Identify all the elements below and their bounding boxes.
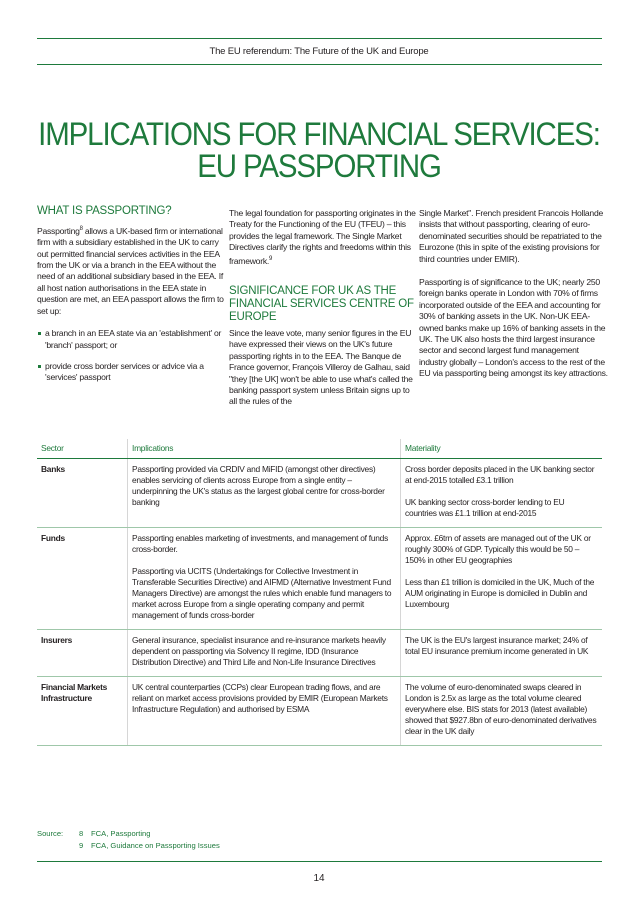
materiality-cell: [401, 459, 603, 528]
sector-cell: Insurers: [37, 630, 128, 677]
footer-rule: [37, 861, 602, 862]
source-notes: [37, 828, 220, 852]
what-is-passporting-heading: WHAT IS PASSPORTING?: [37, 205, 172, 217]
sector-cell: Banks: [37, 459, 128, 528]
materiality-cell: [401, 630, 603, 677]
table-row: [37, 528, 602, 630]
leave-vote-paragraph: Since the leave vote, many senior figures in the EU have expressed their views on the UK's future passporting rights in to the EEA. The Banque de France governor, François Villeroy de Galhau, said "they [the UK] won't be able to use what's called the banking passport system unless Britain signs up to all the rules of the: [229, 327, 413, 407]
single-market-paragraph: Single Market". French president Francois Hollande insists that without passporting, clearing of euro-denominated securities should be repatriated to the Eurozone (this in spite of the existing provisions for third countries under EMIR).: [419, 208, 604, 264]
page-number: 14: [313, 873, 325, 884]
materiality-text: Approx. £6trn of assets are managed out of the UK or roughly 300% of GDP. Typically this would be 50 – 150% in other EU geographies: [405, 533, 591, 565]
implications-text: Passporting enables marketing of investments, and management of funds cross-border.: [132, 533, 389, 554]
source-line: [37, 828, 220, 840]
header-implications: Implications: [128, 439, 401, 459]
materiality-text: The UK is the EU's largest insurance market; 24% of total EU insurance premium income generated in UK: [405, 635, 589, 656]
significance-paragraph: Passporting is of significance to the UK; nearly 250 foreign banks operate in London with 70% of firms incorporated outside of the EEA and accounting for 30% of banking assets in the UK. Non-UK EEA-owned banks make up 16% of banking assets in the UK. The UK also hosts the third largest insurance sector and second largest fund management industry globally – London's access to the rest of the EU via passporting being amongst its key attractions.: [419, 277, 608, 379]
materiality-text: The volume of euro-denominated swaps cleared in London is 2.5x as large as the total volume cleared everywhere else. BIS stats for 2013 (latest available) showed that $927.8bn of euro-denominated derivatives clear in the UK daily: [405, 682, 597, 736]
column-2: [229, 208, 419, 408]
para-rest: allows a UK-based firm or international firm with a subsidiary established in the UK to carry out permitted financial services activities in the EEA from the UK or via a branch in the EEA without the need of an additional subsidiary based in the EEA. If all host nation authorisations in the EEA state in question are met, an EEA passport allows the firm to set up:: [37, 225, 224, 316]
implications-cell: [128, 459, 401, 528]
implications-cell: [128, 630, 401, 677]
passporting-implications-table: [37, 439, 602, 746]
source-label: Source:: [37, 829, 64, 838]
materiality-text: UK banking sector cross-border lending to EU countries was £1.1 trillion at end-2015: [405, 497, 565, 518]
significance-heading: SIGNIFICANCE FOR UK AS THE FINANCIAL SERVICES CENTRE OF EUROPE: [229, 284, 414, 323]
table-row: [37, 459, 602, 528]
materiality-text: Less than £1 trillion is domiciled in the UK, Much of the AUM originating in Europe is domiciled in Dublin and Luxembourg: [405, 577, 595, 609]
para-lead: Passporting: [37, 225, 80, 236]
materiality-text: Cross border deposits placed in the UK banking sector at end-2015 totalled £3.1 trillion: [405, 464, 595, 485]
implications-text: UK central counterparties (CCPs) clear European trading flows, and are reliant on market access provisions provided by EMIR (European Markets Infrastructure Regulation) and authorised by ESMA: [132, 682, 388, 714]
page-title-line-2: EU PASSPORTING: [197, 148, 441, 184]
footnote-number: 9: [79, 841, 84, 850]
materiality-cell: [401, 677, 603, 746]
bullet-item-branch: a branch in an EEA state via an 'establishment' or 'branch' passport; or: [37, 328, 225, 351]
source-line: [37, 840, 220, 852]
footnote-ref-8: 8: [79, 226, 83, 232]
footnote-text: FCA, Guidance on Passporting Issues: [91, 841, 220, 850]
legal-foundation-text: The legal foundation for passporting originates in the Treaty for the Functioning of the EU (TFEU) – this provides the legal framework. The Single Market Directives clarify the rights and freedoms within this framework.: [229, 208, 416, 266]
table-header-row: [37, 439, 602, 459]
implications-cell: [128, 677, 401, 746]
header-sector: Sector: [37, 439, 128, 459]
footnote-text: FCA, Passporting: [91, 829, 151, 838]
running-header: The EU referendum: The Future of the UK and Europe: [209, 46, 429, 57]
footnote-number: 8: [79, 829, 84, 838]
table-row: [37, 630, 602, 677]
sector-cell: Funds: [37, 528, 128, 630]
implications-text: Passporting via UCITS (Undertakings for Collective Investment in Transferable Securities Directive) and AIFMD (Alternative Investment Fund Managers Directive) are amongst the rules which enable fund managers to market across Europe from a single operating company and permit management of funds cross-border: [132, 566, 392, 620]
bullet-item-services: provide cross border services or advice via a 'services' passport: [37, 361, 225, 384]
passporting-paragraph: [37, 224, 225, 317]
implications-text: General insurance, specialist insurance and re-insurance markets heavily dependent on passporting via Solvency II regime, IDD (Insurance Distribution Directive) and Third Life and Non-Life Insurance Directives: [132, 635, 386, 667]
materiality-cell: [401, 528, 603, 630]
table-row: [37, 677, 602, 746]
header-rule: [37, 38, 602, 39]
column-1: [37, 205, 225, 384]
header-materiality: Materiality: [401, 439, 603, 459]
implications-text: Passporting provided via CRDIV and MiFID (amongst other directives) enables servicing of clients across Europe from a single entity – underpinning the UK's status as the largest global centre for cross-border banking: [132, 464, 385, 507]
legal-foundation-paragraph: [229, 208, 419, 267]
page-title-line-1: IMPLICATIONS FOR FINANCIAL SERVICES:: [38, 116, 600, 152]
implications-cell: [128, 528, 401, 630]
footnote-ref-9: 9: [269, 255, 273, 262]
column-3: [419, 208, 609, 380]
sector-cell: Financial Markets Infrastructure: [37, 677, 128, 746]
header-rule-bottom: [37, 64, 602, 65]
